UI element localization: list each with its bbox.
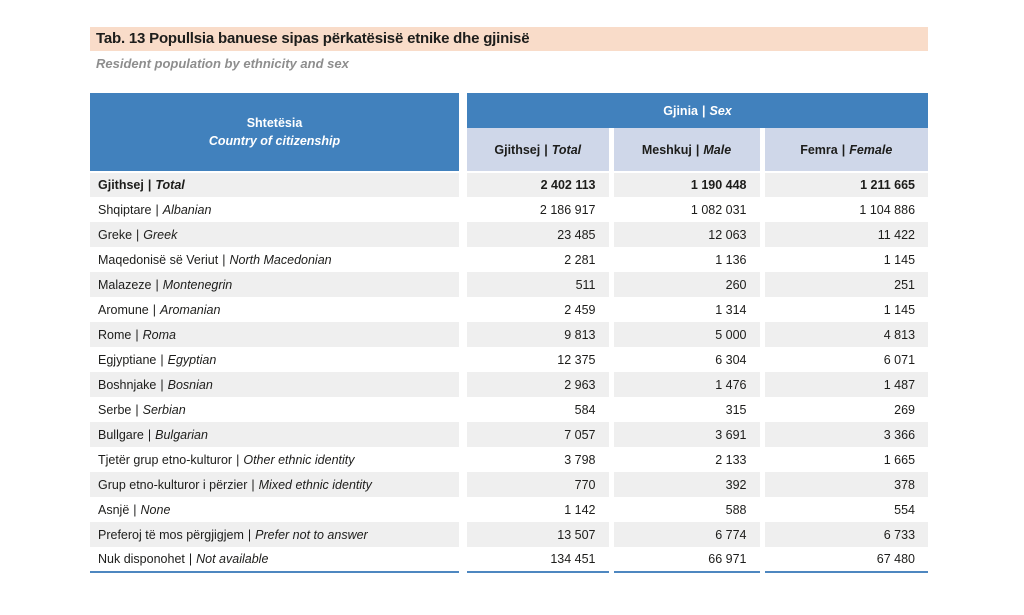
column-header-female-separator: | — [841, 142, 846, 157]
row-label-en: Roma — [142, 327, 176, 342]
table-row — [90, 347, 928, 372]
table-row — [90, 472, 928, 497]
table-row — [90, 172, 928, 197]
row-label-separator: | — [152, 302, 156, 317]
row-label-separator: | — [147, 178, 152, 192]
table-row — [90, 497, 928, 522]
row-label-en: None — [140, 502, 171, 517]
row-value-male: 1 190 448 — [611, 172, 762, 197]
table-row — [90, 247, 928, 272]
column-header-total — [463, 128, 611, 172]
row-value-male: 5 000 — [611, 322, 762, 347]
row-value-total: 2 402 113 — [463, 172, 611, 197]
row-label-en: Montenegrin — [162, 277, 233, 292]
row-value-total: 134 451 — [463, 547, 611, 572]
row-label — [90, 447, 463, 472]
table-row — [90, 297, 928, 322]
row-label-en: Bulgarian — [155, 427, 208, 442]
population-table — [90, 93, 928, 573]
header-citizenship — [90, 93, 463, 172]
row-value-total: 584 — [463, 397, 611, 422]
row-label-sq: Asnjë — [98, 502, 130, 517]
column-header-female-sq: Femra — [800, 142, 838, 157]
row-label — [90, 247, 463, 272]
row-label-en: Other ethnic identity — [243, 452, 355, 467]
column-header-total-sq: Gjithsej — [494, 142, 541, 157]
row-value-total: 2 186 917 — [463, 197, 611, 222]
row-value-male: 1 136 — [611, 247, 762, 272]
table-row — [90, 397, 928, 422]
table-header — [90, 93, 928, 172]
table-subtitle: Resident population by ethnicity and sex — [96, 56, 349, 71]
row-label-en: Egyptian — [167, 352, 217, 367]
header-sex-sq: Gjinia — [663, 103, 698, 118]
row-label — [90, 322, 463, 347]
row-value-male: 6 774 — [611, 522, 762, 547]
row-label-en: Mixed ethnic identity — [258, 477, 372, 492]
row-label — [90, 272, 463, 297]
row-value-male: 1 314 — [611, 297, 762, 322]
row-label-separator: | — [155, 202, 159, 217]
row-label — [90, 547, 463, 572]
column-header-male — [611, 128, 762, 172]
row-label-sq: Gjithsej — [98, 178, 144, 192]
row-label-sq: Preferoj të mos përgjigjem — [98, 527, 244, 542]
header-sex-group — [463, 93, 928, 128]
row-label-sq: Bullgare — [98, 427, 144, 442]
row-value-total: 23 485 — [463, 222, 611, 247]
row-value-total: 12 375 — [463, 347, 611, 372]
row-label-separator: | — [236, 452, 240, 467]
row-label-separator: | — [160, 377, 164, 392]
row-label-separator: | — [222, 252, 226, 267]
row-value-male: 2 133 — [611, 447, 762, 472]
row-value-female: 1 145 — [762, 297, 928, 322]
table-row — [90, 447, 928, 472]
row-label-en: Serbian — [142, 402, 186, 417]
row-value-female: 4 813 — [762, 322, 928, 347]
row-label-separator: | — [147, 427, 152, 442]
row-value-female: 6 071 — [762, 347, 928, 372]
row-value-total: 7 057 — [463, 422, 611, 447]
row-label-sq: Nuk disponohet — [98, 552, 185, 566]
row-label-separator: | — [160, 352, 164, 367]
row-value-male: 3 691 — [611, 422, 762, 447]
row-value-female: 1 211 665 — [762, 172, 928, 197]
row-label — [90, 197, 463, 222]
row-value-total: 13 507 — [463, 522, 611, 547]
row-value-female: 1 665 — [762, 447, 928, 472]
table-row — [90, 222, 928, 247]
row-label — [90, 422, 463, 447]
row-label — [90, 222, 463, 247]
row-value-total: 9 813 — [463, 322, 611, 347]
page-content — [90, 27, 928, 573]
table-row — [90, 372, 928, 397]
row-value-total: 3 798 — [463, 447, 611, 472]
row-label-separator: | — [133, 502, 137, 517]
row-label-en: Prefer not to answer — [255, 527, 368, 542]
header-sex-separator: | — [702, 103, 706, 118]
row-label — [90, 297, 463, 322]
row-value-female: 6 733 — [762, 522, 928, 547]
row-label-separator: | — [251, 477, 255, 492]
row-value-female: 3 366 — [762, 422, 928, 447]
row-label — [90, 172, 463, 197]
row-value-male: 260 — [611, 272, 762, 297]
row-label-en: Not available — [196, 552, 269, 566]
row-value-female: 554 — [762, 497, 928, 522]
row-value-male: 1 476 — [611, 372, 762, 397]
column-header-male-separator: | — [695, 142, 700, 157]
row-label-sq: Grup etno-kulturor i përzier — [98, 477, 248, 492]
row-value-male: 66 971 — [611, 547, 762, 572]
column-header-male-en: Male — [703, 142, 732, 157]
row-value-total: 2 281 — [463, 247, 611, 272]
row-value-female: 269 — [762, 397, 928, 422]
row-value-total: 2 963 — [463, 372, 611, 397]
row-label — [90, 347, 463, 372]
header-citizenship-en: Country of citizenship — [208, 134, 341, 148]
row-value-total: 770 — [463, 472, 611, 497]
row-value-female: 1 104 886 — [762, 197, 928, 222]
row-label — [90, 372, 463, 397]
table-row — [90, 272, 928, 297]
column-header-female — [762, 128, 928, 172]
row-label-separator: | — [247, 527, 252, 542]
row-label-separator: | — [135, 402, 139, 417]
row-label-en: Bosnian — [167, 377, 213, 392]
row-value-total: 1 142 — [463, 497, 611, 522]
row-label-en: Greek — [143, 227, 178, 242]
row-label-en: Total — [155, 178, 185, 192]
row-label — [90, 497, 463, 522]
row-value-female: 1 487 — [762, 372, 928, 397]
column-header-total-en: Total — [551, 142, 582, 157]
row-value-male: 12 063 — [611, 222, 762, 247]
table-row — [90, 322, 928, 347]
column-header-male-sq: Meshkuj — [641, 142, 692, 157]
table-row — [90, 547, 928, 572]
row-label-separator: | — [188, 552, 193, 566]
row-label-sq: Aromune — [98, 302, 149, 317]
column-header-total-separator: | — [544, 142, 548, 157]
table-row — [90, 197, 928, 222]
row-label-sq: Greke — [98, 227, 133, 242]
row-label-en: North Macedonian — [229, 252, 332, 267]
row-value-male: 6 304 — [611, 347, 762, 372]
row-label-sq: Shqiptare — [98, 202, 152, 217]
row-label — [90, 472, 463, 497]
row-value-female: 251 — [762, 272, 928, 297]
row-label-separator: | — [155, 277, 159, 292]
table-row — [90, 422, 928, 447]
row-label-sq: Rome — [98, 327, 132, 342]
row-label-sq: Serbe — [98, 402, 132, 417]
row-label-sq: Tjetër grup etno-kulturor — [98, 452, 233, 467]
row-label-en: Albanian — [162, 202, 212, 217]
header-citizenship-sq: Shtetësia — [246, 115, 303, 130]
column-header-female-en: Female — [849, 142, 893, 157]
row-value-female: 1 145 — [762, 247, 928, 272]
row-value-female: 378 — [762, 472, 928, 497]
row-label-sq: Malazeze — [98, 277, 152, 292]
row-label-en: Aromanian — [159, 302, 221, 317]
row-value-female: 67 480 — [762, 547, 928, 572]
row-value-total: 2 459 — [463, 297, 611, 322]
table-row — [90, 522, 928, 547]
row-label-sq: Maqedonisë së Veriut — [98, 252, 219, 267]
row-value-total: 511 — [463, 272, 611, 297]
row-value-male: 588 — [611, 497, 762, 522]
row-value-male: 315 — [611, 397, 762, 422]
row-label-sq: Egjyptiane — [98, 352, 157, 367]
table-body — [90, 172, 928, 572]
row-label-separator: | — [136, 227, 140, 242]
row-label — [90, 397, 463, 422]
row-label-sq: Boshnjake — [98, 377, 157, 392]
row-label-separator: | — [135, 327, 139, 342]
row-label — [90, 522, 463, 547]
row-value-male: 392 — [611, 472, 762, 497]
header-sex-en: Sex — [709, 103, 732, 118]
table-title: Tab. 13 Popullsia banuese sipas përkatësisë etnike dhe gjinisë — [90, 27, 928, 51]
row-value-male: 1 082 031 — [611, 197, 762, 222]
row-value-female: 11 422 — [762, 222, 928, 247]
